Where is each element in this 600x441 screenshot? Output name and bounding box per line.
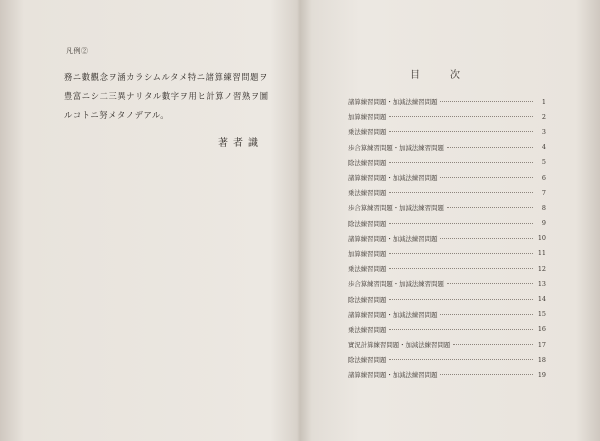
toc-page-number: 15 (537, 310, 546, 319)
toc-entry (348, 200, 546, 215)
toc-leader-dots (447, 207, 533, 208)
toc-leader-dots (440, 374, 533, 375)
right-page (326, 30, 566, 420)
toc-entry-label: 諸算練習問題・加減法練習問題 (348, 310, 438, 319)
toc-entry (348, 276, 546, 291)
toc-entry-label: 歩合算練習問題・加減法練習問題 (348, 143, 444, 152)
toc-entry (348, 352, 546, 367)
paragraph-line: 務ニ數觀念ヲ涵カラシムルタメ特ニ諸算練習問題ヲ (64, 72, 268, 82)
toc-entry (348, 231, 546, 246)
toc-leader-dots (389, 253, 533, 254)
author-signature: 著者識 (218, 138, 263, 149)
toc-page-number: 9 (541, 219, 546, 228)
toc-page-number: 11 (537, 249, 546, 258)
toc-leader-dots (389, 268, 533, 269)
toc-page-number: 4 (541, 143, 546, 152)
toc-entry (348, 246, 546, 261)
toc-entry (348, 155, 546, 170)
toc-entry-label: 乗法練習問題 (348, 265, 387, 274)
toc-title: 目次 (410, 70, 490, 81)
preface-paragraph (64, 68, 294, 125)
toc-page-number: 16 (537, 325, 546, 334)
toc-entry-label: 諸算練習問題・加減法練習問題 (348, 371, 438, 380)
toc-entry-label: 諸算練習問題・加減法練習問題 (348, 98, 438, 107)
toc-leader-dots (389, 131, 533, 132)
toc-leader-dots (389, 162, 533, 163)
toc-entry-label: 歩合算練習問題・加減法練習問題 (348, 204, 444, 213)
toc-entry (348, 109, 546, 124)
toc-entry-label: 除法練習問題 (348, 356, 387, 365)
toc-leader-dots (389, 299, 533, 300)
toc-leader-dots (389, 116, 533, 117)
toc-leader-dots (440, 238, 533, 239)
toc-leader-dots (389, 359, 533, 360)
toc-leader-dots (389, 192, 533, 193)
toc-entry (348, 337, 546, 352)
section-label: 凡例② (66, 47, 89, 55)
left-page (34, 30, 290, 420)
toc-entry-label: 諸算練習問題・加減法練習問題 (348, 174, 438, 183)
toc-page-number: 7 (541, 188, 546, 197)
toc-leader-dots (440, 177, 533, 178)
toc-page-number: 1 (541, 97, 546, 106)
toc-page-number: 5 (541, 158, 546, 167)
toc-entry-label: 除法練習問題 (348, 295, 387, 304)
toc-entry-label: 乗法練習問題 (348, 325, 387, 334)
paragraph-line: ルコトニ努メタノデアル。 (64, 110, 170, 120)
toc-entry (348, 367, 546, 382)
toc-leader-dots (453, 344, 533, 345)
toc-entry-label: 歩合算練習問題・加減法練習問題 (348, 280, 444, 289)
toc-entry-label: 除法練習問題 (348, 219, 387, 228)
toc-page-number: 2 (541, 112, 546, 121)
toc-list (348, 94, 546, 383)
toc-leader-dots (389, 223, 533, 224)
toc-entry-label: 諸算練習問題・加減法練習問題 (348, 234, 438, 243)
toc-entry (348, 185, 546, 200)
toc-entry (348, 170, 546, 185)
toc-entry (348, 140, 546, 155)
toc-page-number: 18 (537, 355, 546, 364)
toc-page-number: 6 (541, 173, 546, 182)
toc-leader-dots (440, 101, 533, 102)
toc-entry (348, 322, 546, 337)
toc-page-number: 8 (541, 203, 546, 212)
toc-page-number: 10 (537, 234, 546, 243)
toc-entry-label: 加算練習問題 (348, 113, 387, 122)
toc-leader-dots (447, 147, 533, 148)
toc-entry (348, 216, 546, 231)
toc-entry-label: 實況計算練習問題・加減法練習問題 (348, 341, 451, 350)
toc-entry (348, 124, 546, 139)
toc-page-number: 14 (537, 295, 546, 304)
toc-page-number: 12 (537, 264, 546, 273)
toc-page-number: 19 (537, 370, 546, 379)
toc-page-number: 3 (541, 127, 546, 136)
paragraph-line: 豊富ニシ二三異ナリタル數字ヲ用ヒ計算ノ習熟ヲ圖 (64, 91, 269, 101)
toc-entry (348, 261, 546, 276)
toc-page-number: 17 (537, 340, 546, 349)
toc-entry-label: 乗法練習問題 (348, 128, 387, 137)
toc-entry (348, 94, 546, 109)
toc-entry-label: 加算練習問題 (348, 249, 387, 258)
toc-leader-dots (447, 283, 533, 284)
toc-entry (348, 307, 546, 322)
toc-page-number: 13 (537, 279, 546, 288)
toc-leader-dots (389, 329, 533, 330)
toc-entry-label: 乗法練習問題 (348, 189, 387, 198)
toc-entry-label: 除法練習問題 (348, 158, 387, 167)
toc-leader-dots (440, 314, 533, 315)
toc-entry (348, 291, 546, 306)
